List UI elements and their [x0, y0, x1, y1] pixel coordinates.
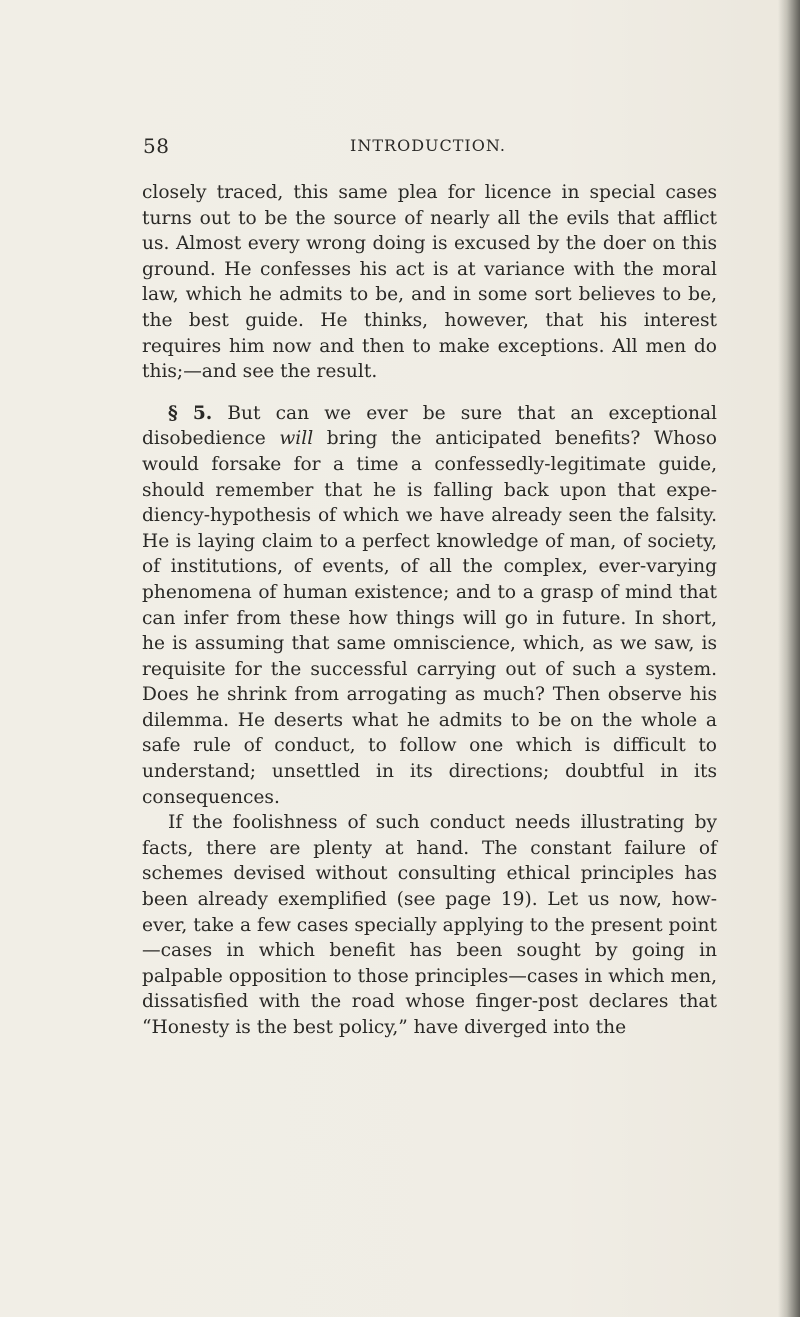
page-header	[143, 134, 713, 162]
paragraph-section-5	[142, 401, 717, 811]
paragraph-2-emphasis: will	[279, 428, 314, 450]
body-text	[142, 180, 717, 1041]
paragraph-3: If the foolishness of such conduct needs illustrating by facts, there are plenty at hand. The constant failure of schemes devised without consulting ethical principles has been already exemplified (see page 19). Let us now, however, take a few cases specially applying to the present point—cases in which benefit has been sought by going in palpable opposition to those principles—cases in which men, dissatisfied with the road whose finger-post declares that “Honesty is the best policy,” have diverged into the	[142, 812, 717, 1038]
paragraph-2-text-a: But can we ever be sure that an exceptional disobedience	[142, 402, 717, 450]
running-head: INTRODUCTION.	[350, 136, 506, 155]
section-sign: §	[168, 402, 178, 424]
page-gutter-shadow	[778, 0, 800, 1317]
page-number: 58	[143, 134, 170, 158]
section-number: 5.	[192, 402, 213, 424]
paragraph-1: closely traced, this same plea for licence in special cases turns out to be the source of nearly all the evils that afflict us. Almost every wrong doing is excused by the doer on this ground. He confesses his act is at variance with the moral law, which he admits to be, and in some sort believes to be, the best guide. He thinks, however, that his interest requires him now and then to make exceptions. All men do this;—and see the result.	[142, 182, 717, 383]
paragraph-2-text-b: bring the anticipated benefits? Whoso would forsake for a time a confessedly-legitimate guide, should remember that he is falling back upon that expediency-hypothesis of which we have already seen the falsity. He is laying claim to a perfect knowledge of man, of society, of institutions, of events, of all the complex, ever-varying phenomena of human existence; and to a grasp of mind that can infer from these how things will go in future. In short, he is assuming that same omniscience, which, as we saw, is requisite for the successful carrying out of such a system. Does he shrink from arrogating as much? Then observe his dilemma. He deserts what he admits to be on the whole a safe rule of conduct, to follow one which is difficult to understand; unsettled in its directions; doubtful in its consequences.	[142, 428, 717, 808]
